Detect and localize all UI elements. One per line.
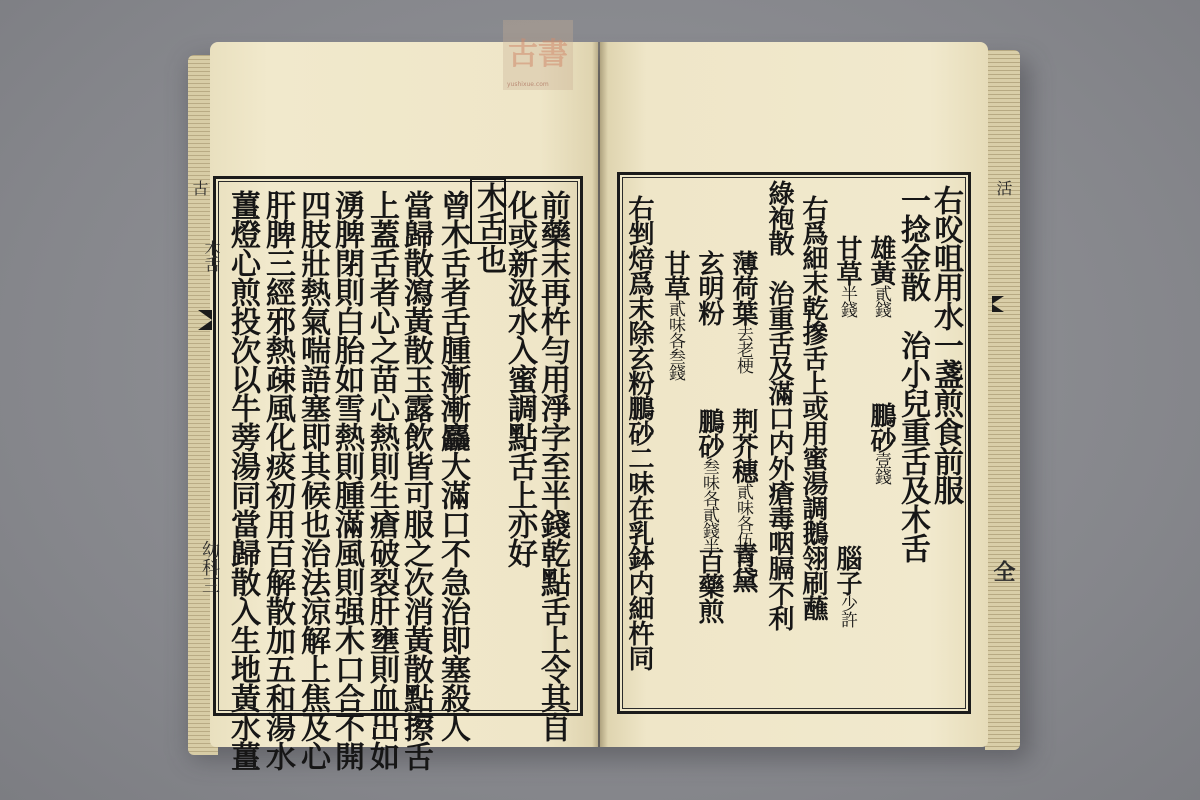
left-fore-edge-label-2: 木舌 <box>202 240 221 272</box>
ingredient-dose: 貳錢 <box>871 285 891 317</box>
ingredient-name: 青黛 <box>728 542 758 592</box>
right-fore-edge-label-2: 全 <box>990 560 1016 582</box>
ingredient-name: 腦子 <box>832 545 862 595</box>
ingredient-dose: 半錢 <box>837 285 857 317</box>
ingredient-name: 鵬砂 <box>694 408 724 458</box>
right-ingredient-mint <box>730 250 756 373</box>
right-ingredient-licorice-2 <box>662 250 688 380</box>
right-ingredient-mirabilite <box>696 250 722 325</box>
left-col-9: 肝脾三經邪熱疎風化痰初用百解散加五和湯水 <box>260 190 295 770</box>
ingredient-dose: 叁味各貳錢半 <box>699 458 719 554</box>
right-col-instructions: 右爲細末乾摻舌上或用蜜湯調鵝翎刷蘸 <box>798 195 828 620</box>
right-ingredient-gallnut <box>696 548 722 623</box>
heading-box: 木舌 <box>470 178 506 244</box>
right-ingredient-schizonepeta <box>730 408 756 563</box>
right-ingredient-camphor <box>834 545 860 627</box>
right-ingredient-licorice-1 <box>834 235 860 317</box>
ingredient-name: 百藥煎 <box>694 548 724 623</box>
right-ingredient-realgar <box>868 235 894 317</box>
left-col-3 <box>470 178 506 273</box>
right-ingredient-borax-2 <box>696 408 722 554</box>
right-col-final: 右剉焙爲末除玄粉鵬砂二味在乳鉢内細杵同 <box>624 195 654 670</box>
watermark-glyph: 古書 <box>508 37 568 72</box>
right-col-1: 右㕮咀用水一盞煎食前服 <box>928 185 963 504</box>
left-col-1: 前藥末再杵勻用淨字至半錢乾點舌上令其自 <box>535 190 570 741</box>
ingredient-name: 甘草 <box>832 235 862 285</box>
book-gutter <box>592 42 608 747</box>
ingredient-dose: 去老梗 <box>733 325 753 373</box>
watermark-stamp <box>503 20 573 90</box>
ingredient-dose: 貳味各伍錢 <box>733 483 753 563</box>
ingredient-name: 薄荷葉 <box>728 250 758 325</box>
left-fore-edge-label-1: 古 <box>190 180 209 196</box>
right-page-stack <box>985 50 1020 750</box>
ingredient-dose: 少許 <box>837 595 857 627</box>
watermark-caption: yushixue.com <box>507 81 549 88</box>
right-ingredient-indigo <box>730 542 756 592</box>
ingredient-name: 甘草 <box>660 250 690 300</box>
ingredient-name: 鵬砂 <box>866 402 896 452</box>
left-col-5: 當歸散瀉黃散玉露飲皆可服之次消黃散點擦舌 <box>398 190 433 770</box>
left-fore-edge-label-4: 幼科三 <box>199 540 220 594</box>
right-col-2: 一捻金散 治小兒重舌及木舌 <box>895 185 930 562</box>
right-col-green-robe: 綠袍散 治重舌及滿口内外瘡毒咽膈不利 <box>764 180 794 630</box>
left-fish-tail-mark <box>198 310 212 330</box>
left-col-10: 薑燈心煎投次以牛蒡湯同當歸散入生地黃水薑 <box>225 190 260 770</box>
left-col-4: 曾木舌者舌腫漸漸麤大滿口不急治即塞殺人 <box>435 190 470 741</box>
ingredient-name: 荆芥穗 <box>728 408 758 483</box>
left-col-3-text: 也 <box>471 244 506 273</box>
right-fore-edge-label-1: 活 <box>994 180 1013 196</box>
ingredient-dose: 壹錢 <box>871 452 891 484</box>
ingredient-dose: 貳味各叁錢 <box>665 300 685 380</box>
left-col-6: 上蓋舌者心之苗心熱則生瘡破裂肝壅則血出如 <box>364 190 399 770</box>
left-col-7: 湧脾閉則白胎如雪熱則腫滿風則强木口合不開 <box>329 190 364 770</box>
left-col-8: 四肢壯熱氣喘語塞即其候也治法涼解上焦及心 <box>295 190 330 770</box>
right-fish-tail-mark <box>992 296 1004 312</box>
right-ingredient-borax <box>868 402 894 484</box>
left-col-2: 化或新汲水入蜜調點舌上亦好 <box>502 190 537 567</box>
ingredient-name: 玄明粉 <box>694 250 724 325</box>
ingredient-name: 雄黃 <box>866 235 896 285</box>
